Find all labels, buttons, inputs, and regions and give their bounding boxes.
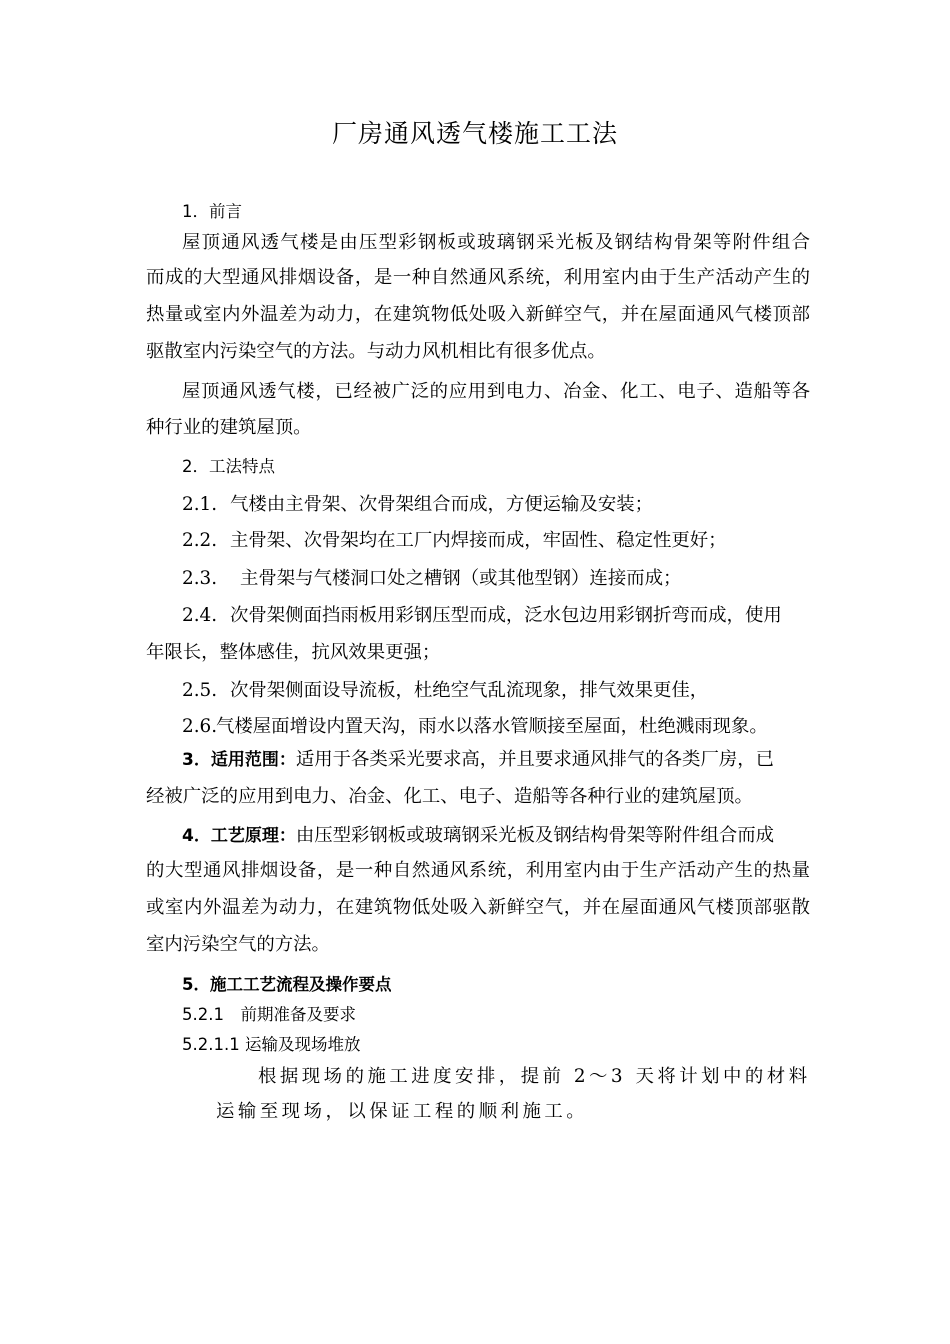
section-4-text: 由压型彩钢板或玻璃钢采光板及钢结构骨架等附件组合而成 <box>295 825 775 846</box>
feature-item-text: 主骨架、次骨架均在工厂内焊接而成，牢固性、稳定性更好； <box>230 530 727 551</box>
section-4-line-1 <box>182 822 810 850</box>
section-3-line-1 <box>182 746 810 774</box>
section-1-para-1-line-1: 屋顶通风透气楼是由压型彩钢板或玻璃钢采光板及钢结构骨架等附件组合 <box>182 232 810 253</box>
feature-item-number: 2.3. <box>182 568 218 589</box>
section-1-para-1-line-3: 热量或室内外温差为动力，在建筑物低处吸入新鲜空气，并在屋面通风气楼顶部 <box>146 304 810 325</box>
subsection-5-2-1-heading: 5.2.1 前期准备及要求 <box>182 1005 356 1024</box>
section-3-label: 3．适用范围： <box>182 750 296 770</box>
feature-item-2-4-continuation: 年限长，整体感佳，抗风效果更强； <box>146 642 441 663</box>
subsection-5-2-1-1-para-line-1: 根据现场的施工进度安排，提前 2～3 天将计划中的材料 <box>258 1066 811 1087</box>
section-1-heading: 1．前言 <box>182 202 242 221</box>
feature-item-number: 2.4. <box>182 605 218 626</box>
section-5-heading: 5．施工工艺流程及操作要点 <box>182 975 392 994</box>
document-title: 厂房通风透气楼施工工法 <box>331 119 618 148</box>
section-4-line-4: 室内污染空气的方法。 <box>146 934 330 955</box>
feature-item-text: 次骨架侧面挡雨板用彩钢压型而成，泛水包边用彩钢折弯而成，使用 <box>230 605 782 626</box>
feature-item-text: 气楼由主骨架、次骨架组合而成，方便运输及安装； <box>230 494 653 515</box>
feature-item-number: 2.1. <box>182 494 218 515</box>
section-1-para-2-line-2: 种行业的建筑屋顶。 <box>146 417 312 438</box>
feature-item-2-1 <box>182 491 846 519</box>
feature-item-number: 2.5. <box>182 680 218 701</box>
section-3-line-2: 经被广泛的应用到电力、冶金、化工、电子、造船等各种行业的建筑屋顶。 <box>146 786 753 807</box>
feature-item-2-6 <box>182 713 846 741</box>
section-2-heading: 2．工法特点 <box>182 457 275 476</box>
section-1-para-2-line-1: 屋顶通风透气楼，已经被广泛的应用到电力、冶金、化工、电子、造船等各 <box>182 381 810 402</box>
subsection-5-2-1-1-heading: 5.2.1.1 运输及现场堆放 <box>182 1035 361 1054</box>
feature-item-2-5 <box>182 677 846 705</box>
feature-item-text: 次骨架侧面设导流板，杜绝空气乱流现象，排气效果更佳， <box>230 680 709 701</box>
section-4-label: 4．工艺原理： <box>182 826 296 846</box>
feature-item-number: 2.2. <box>182 530 218 551</box>
subsection-5-2-1-1-para-line-2: 运输至现场，以保证工程的顺利施工。 <box>216 1101 589 1122</box>
section-4-line-2: 的大型通风排烟设备，是一种自然通风系统，利用室内由于生产活动产生的热量 <box>146 860 810 881</box>
feature-item-text: 气楼屋面增设内置天沟，雨水以落水管顺接至屋面，杜绝溅雨现象。 <box>216 716 768 737</box>
section-4-line-3: 或室内外温差为动力，在建筑物低处吸入新鲜空气，并在屋面通风气楼顶部驱散 <box>146 897 810 918</box>
section-1-para-1-line-2: 而成的大型通风排烟设备，是一种自然通风系统，利用室内由于生产活动产生的 <box>146 267 810 288</box>
feature-item-number: 2.6. <box>182 716 218 737</box>
feature-item-2-2 <box>182 527 846 555</box>
section-3-text: 适用于各类采光要求高，并且要求通风排气的各类厂房，已 <box>295 749 775 770</box>
feature-item-2-4 <box>182 602 810 630</box>
feature-item-text: 主骨架与气楼洞口处之槽钢（或其他型钢）连接而成； <box>240 568 682 589</box>
section-1-para-1-line-4: 驱散室内污染空气的方法。与动力风机相比有很多优点。 <box>146 341 606 362</box>
feature-item-2-3 <box>182 565 846 593</box>
